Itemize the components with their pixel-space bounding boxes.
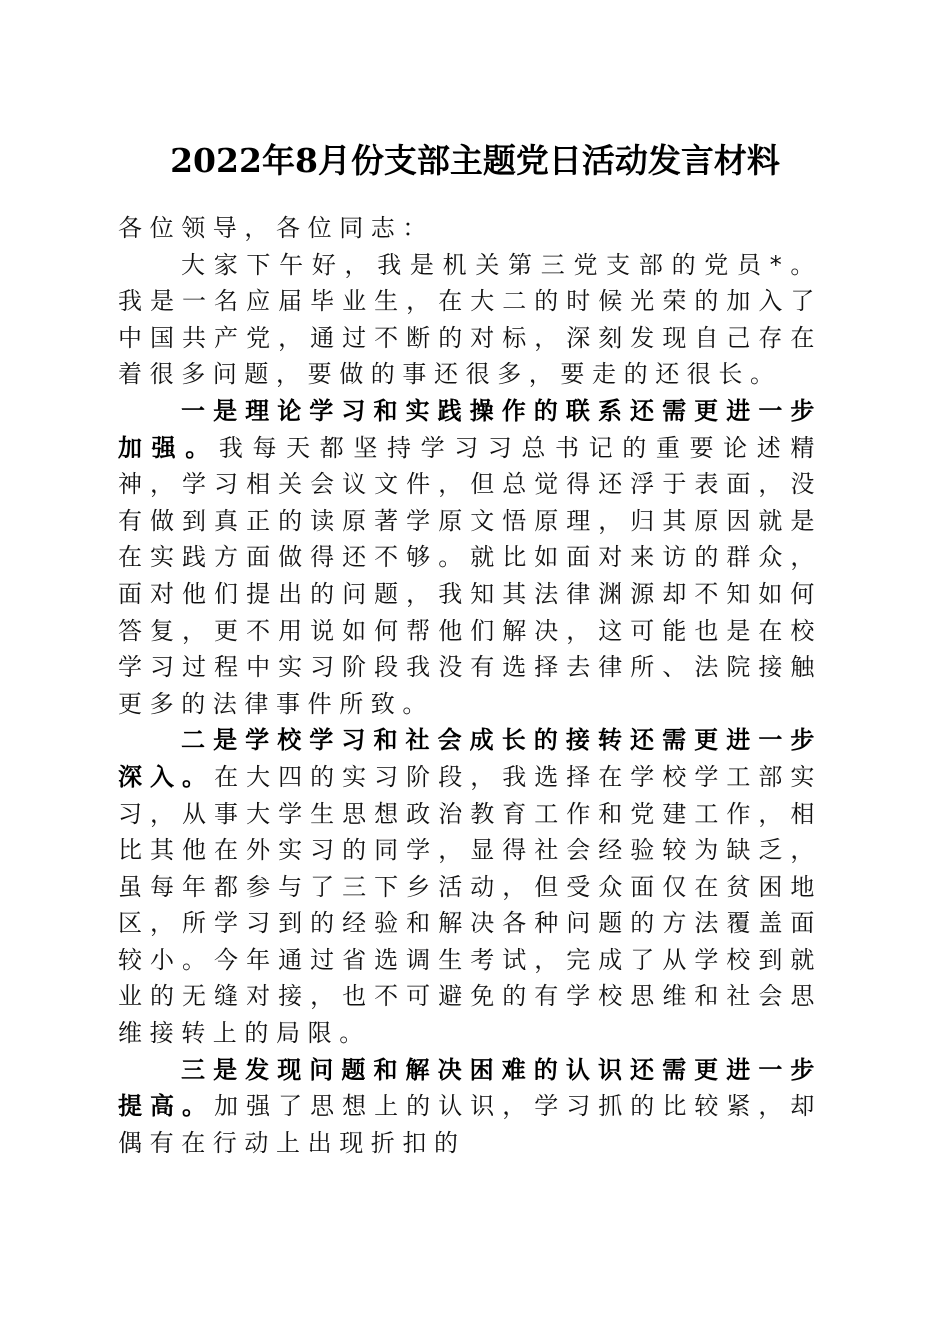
paragraph-lead: 三是发现问题和解决困难的认识还需更进一步提高。 — [118, 1054, 822, 1121]
paragraph-point-1 — [118, 393, 822, 722]
paragraph-lead: 二是学校学习和社会成长的接转还需更进一步深入。 — [118, 725, 822, 791]
paragraph-lead: 一是理论学习和实践操作的联系还需更进一步加强。 — [118, 395, 822, 462]
salutation: 各位领导，各位同志： — [118, 214, 434, 242]
paragraph-point-2 — [118, 722, 822, 1051]
document-body — [118, 210, 822, 1161]
paragraph-text: 加强了思想上的认识，学习抓的比较紧，却偶有在行动上出现折扣的 — [118, 1092, 822, 1157]
paragraph-text: 在大四的实习阶段，我选择在学校学工部实习，从事大学生思想政治教育工作和党建工作，相比其他在外实习的同学，显得社会经验较为缺乏，虽每年都参与了三下乡活动，但受众面仅在贫困地区，所学习到的经验和解决各种问题的方法覆盖面较小。今年通过省选调生考试，完成了从学校到就业的无缝对接，也不可避免的有学校思维和社会思维接转上的局限。 — [118, 762, 822, 1048]
paragraph-point-3 — [118, 1052, 822, 1162]
paragraph-text: 大家下午好，我是机关第三党支部的党员*。我是一名应届毕业生，在大二的时候光荣的加入了中国共产党，通过不断的对标，深刻发现自己存在着很多问题，要做的事还很多，要走的还很长。 — [118, 250, 822, 389]
paragraph-intro — [118, 247, 822, 393]
document-title: 2022年8月份支部主题党日活动发言材料 — [170, 141, 780, 180]
paragraph-text: 我每天都坚持学习习总书记的重要论述精神，学习相关会议文件，但总觉得还浮于表面，没有做到真正的读原著学原文悟原理，归其原因就是在实践方面做得还不够。就比如面对来访的群众，面对他们提出的问题，我知其法律渊源却不知如何答复，更不用说如何帮他们解决，这可能也是在校学习过程中实习阶段我没有选择去律所、法院接触更多的法律事件所致。 — [118, 433, 822, 718]
